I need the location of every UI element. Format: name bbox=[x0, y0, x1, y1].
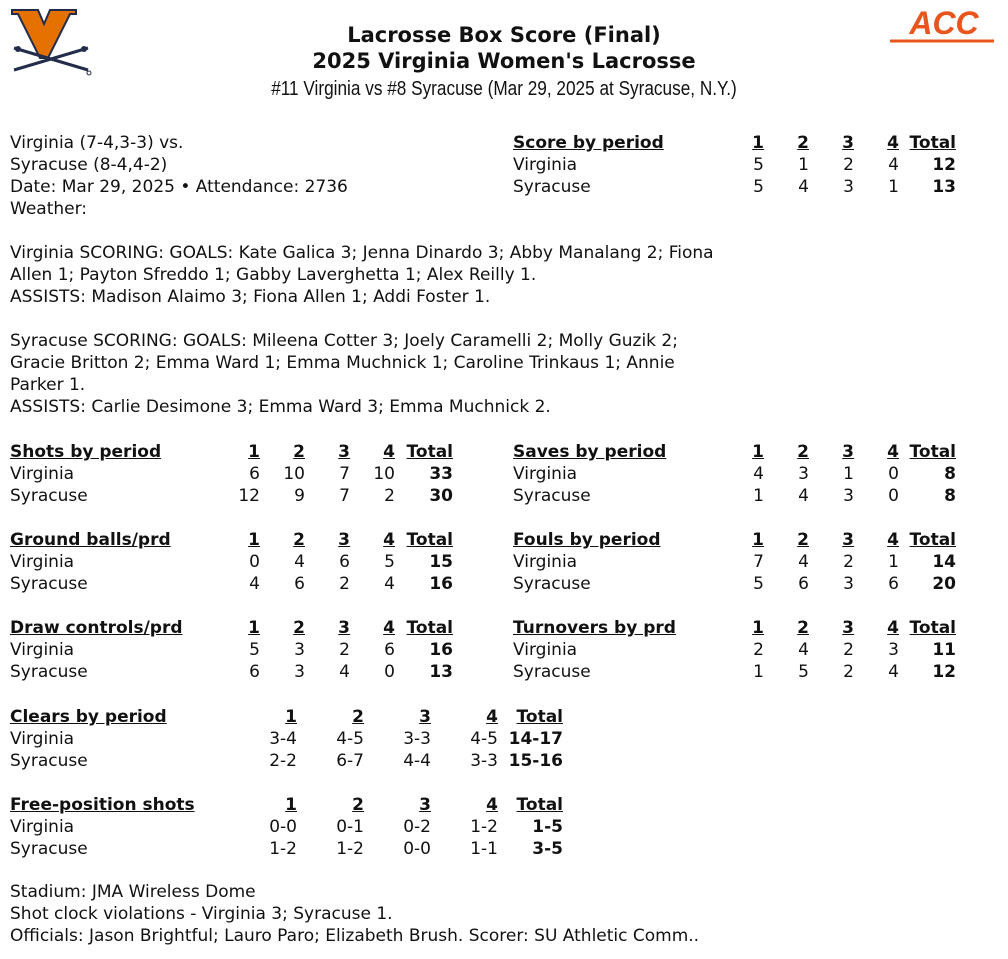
team-name: Syracuse bbox=[10, 662, 88, 682]
period-value: 1 bbox=[888, 552, 899, 572]
period-value: 1-1 bbox=[470, 839, 498, 859]
table-header-row bbox=[10, 529, 453, 551]
total-value: 8 bbox=[944, 486, 956, 506]
table-row bbox=[10, 485, 453, 507]
total-value: 13 bbox=[932, 177, 956, 197]
table-row bbox=[10, 728, 563, 750]
team-name: Virginia bbox=[513, 552, 578, 572]
period-value: 2 bbox=[339, 640, 350, 660]
table-header-row bbox=[10, 794, 563, 816]
table-row bbox=[513, 176, 956, 198]
team1-record: Virginia (7-4,3-3) vs. bbox=[10, 133, 184, 153]
table-header-row bbox=[513, 441, 956, 463]
syracuse-scoring-line3: Parker 1. bbox=[10, 375, 86, 395]
period-value: 3 bbox=[888, 640, 899, 660]
team-name: Syracuse bbox=[10, 486, 88, 506]
period-value: 3 bbox=[798, 464, 809, 484]
period-header: 1 bbox=[248, 442, 260, 462]
total-value: 30 bbox=[429, 486, 453, 506]
period-header: 3 bbox=[842, 530, 854, 550]
period-value: 1 bbox=[753, 662, 764, 682]
period-header: Total bbox=[406, 442, 453, 462]
syracuse-scoring-line1: Syracuse SCORING: GOALS: Mileena Cotter 3; Joely Caramelli 2; Molly Guzik 2; bbox=[10, 331, 678, 351]
table-header-row bbox=[10, 441, 453, 463]
team-name: Syracuse bbox=[513, 574, 591, 594]
table-row bbox=[513, 463, 956, 485]
period-value: 4 bbox=[888, 155, 899, 175]
period-header: 1 bbox=[752, 618, 764, 638]
period-header: 4 bbox=[887, 133, 899, 153]
team-name: Virginia bbox=[10, 552, 75, 572]
team-name: Virginia bbox=[10, 640, 75, 660]
period-header: 1 bbox=[285, 707, 297, 727]
turnovers-table bbox=[513, 617, 956, 683]
period-value: 3 bbox=[843, 486, 854, 506]
period-header: 2 bbox=[293, 530, 305, 550]
period-header: 1 bbox=[285, 795, 297, 815]
table-row bbox=[10, 750, 563, 772]
total-value: 12 bbox=[932, 155, 956, 175]
period-header: 3 bbox=[842, 618, 854, 638]
table-row bbox=[10, 573, 453, 595]
table-row bbox=[513, 485, 956, 507]
period-value: 3-4 bbox=[269, 729, 297, 749]
period-value: 2 bbox=[843, 552, 854, 572]
period-header: 2 bbox=[352, 795, 364, 815]
period-value: 2-2 bbox=[269, 751, 297, 771]
period-value: 3 bbox=[843, 177, 854, 197]
period-header: 4 bbox=[887, 442, 899, 462]
virginia-scoring-line2: Allen 1; Payton Sfreddo 1; Gabby Laverghetta 1; Alex Reilly 1. bbox=[10, 265, 537, 285]
table-row bbox=[10, 661, 453, 683]
table-row bbox=[10, 639, 453, 661]
period-value: 5 bbox=[384, 552, 395, 572]
period-value: 4 bbox=[798, 486, 809, 506]
officials: Officials: Jason Brightful; Lauro Paro; Elizabeth Brush. Scorer: SU Athletic Comm.. bbox=[10, 926, 700, 946]
period-value: 4-5 bbox=[336, 729, 364, 749]
period-header: 4 bbox=[486, 707, 498, 727]
period-header: Total bbox=[406, 618, 453, 638]
team-name: Syracuse bbox=[10, 574, 88, 594]
saves-table bbox=[513, 441, 956, 507]
period-value: 10 bbox=[283, 464, 305, 484]
period-header: 2 bbox=[797, 133, 809, 153]
table-title: Ground balls/prd bbox=[10, 530, 171, 550]
period-header: Total bbox=[909, 133, 956, 153]
period-value: 5 bbox=[753, 177, 764, 197]
period-value: 4 bbox=[384, 574, 395, 594]
period-value: 3 bbox=[294, 662, 305, 682]
period-value: 0 bbox=[888, 486, 899, 506]
team-name: Virginia bbox=[513, 155, 578, 175]
total-value: 14-17 bbox=[508, 729, 563, 749]
matchup-line: #11 Virginia vs #8 Syracuse (Mar 29, 2025 at Syracuse, N.Y.) bbox=[271, 78, 737, 100]
period-header: Total bbox=[516, 795, 563, 815]
team-name: Syracuse bbox=[10, 751, 88, 771]
total-value: 15-16 bbox=[508, 751, 563, 771]
period-header: 3 bbox=[338, 442, 350, 462]
period-value: 5 bbox=[753, 574, 764, 594]
period-value: 9 bbox=[294, 486, 305, 506]
period-value: 6 bbox=[384, 640, 395, 660]
period-value: 2 bbox=[384, 486, 395, 506]
period-header: 2 bbox=[797, 530, 809, 550]
team-name: Syracuse bbox=[513, 486, 591, 506]
period-value: 3-3 bbox=[403, 729, 431, 749]
acc-logo-text: ACC bbox=[909, 5, 979, 41]
period-value: 6-7 bbox=[336, 751, 364, 771]
period-value: 2 bbox=[753, 640, 764, 660]
table-row bbox=[513, 661, 956, 683]
period-header: 4 bbox=[887, 530, 899, 550]
period-header: Total bbox=[909, 530, 956, 550]
table-header-row bbox=[10, 706, 563, 728]
table-title: Saves by period bbox=[513, 442, 667, 462]
period-value: 7 bbox=[339, 486, 350, 506]
table-row bbox=[10, 463, 453, 485]
period-header: 3 bbox=[419, 795, 431, 815]
period-value: 5 bbox=[798, 662, 809, 682]
fouls-table bbox=[513, 529, 956, 595]
total-value: 11 bbox=[932, 640, 956, 660]
period-value: 6 bbox=[798, 574, 809, 594]
period-header: 2 bbox=[293, 442, 305, 462]
table-title: Clears by period bbox=[10, 707, 167, 727]
period-header: 2 bbox=[797, 618, 809, 638]
table-row bbox=[10, 551, 453, 573]
total-value: 8 bbox=[944, 464, 956, 484]
period-value: 0 bbox=[249, 552, 260, 572]
table-header-row bbox=[513, 617, 956, 639]
free-position-table bbox=[10, 794, 563, 860]
period-value: 4 bbox=[798, 552, 809, 572]
team-name: Syracuse bbox=[513, 177, 591, 197]
weather: Weather: bbox=[10, 199, 88, 219]
table-title: Score by period bbox=[513, 133, 664, 153]
total-value: 15 bbox=[429, 552, 453, 572]
period-value: 0 bbox=[888, 464, 899, 484]
draw-controls-table bbox=[10, 617, 453, 683]
score-table bbox=[513, 132, 956, 198]
period-header: 4 bbox=[383, 618, 395, 638]
period-value: 4 bbox=[339, 662, 350, 682]
report-title: Lacrosse Box Score (Final) bbox=[347, 23, 661, 47]
period-value: 3 bbox=[294, 640, 305, 660]
period-header: 3 bbox=[338, 618, 350, 638]
period-value: 2 bbox=[339, 574, 350, 594]
period-value: 6 bbox=[339, 552, 350, 572]
period-value: 0-0 bbox=[403, 839, 431, 859]
table-header-row bbox=[10, 617, 453, 639]
total-value: 14 bbox=[932, 552, 956, 572]
period-value: 6 bbox=[294, 574, 305, 594]
total-value: 3-5 bbox=[532, 839, 563, 859]
period-value: 4 bbox=[249, 574, 260, 594]
period-value: 5 bbox=[249, 640, 260, 660]
ground-balls-table bbox=[10, 529, 453, 595]
period-header: 3 bbox=[842, 442, 854, 462]
period-value: 1 bbox=[753, 486, 764, 506]
table-title: Turnovers by prd bbox=[513, 618, 676, 638]
period-header: Total bbox=[909, 618, 956, 638]
total-value: 20 bbox=[932, 574, 956, 594]
clears-table bbox=[10, 706, 563, 772]
team-name: Virginia bbox=[10, 729, 75, 749]
period-value: 3-3 bbox=[470, 751, 498, 771]
total-value: 12 bbox=[932, 662, 956, 682]
period-value: 0-1 bbox=[336, 817, 364, 837]
shot-clock-violations: Shot clock violations - Virginia 3; Syracuse 1. bbox=[10, 904, 393, 924]
period-header: 3 bbox=[338, 530, 350, 550]
period-value: 10 bbox=[373, 464, 395, 484]
total-value: 33 bbox=[429, 464, 453, 484]
period-value: 7 bbox=[753, 552, 764, 572]
team-name: Virginia bbox=[10, 817, 75, 837]
period-header: 4 bbox=[383, 442, 395, 462]
team-name: Virginia bbox=[10, 464, 75, 484]
period-header: Total bbox=[516, 707, 563, 727]
period-value: 6 bbox=[888, 574, 899, 594]
period-value: 2 bbox=[843, 640, 854, 660]
total-value: 1-5 bbox=[532, 817, 563, 837]
team-name: Syracuse bbox=[513, 662, 591, 682]
table-title: Fouls by period bbox=[513, 530, 661, 550]
period-header: 1 bbox=[752, 530, 764, 550]
period-header: 1 bbox=[248, 530, 260, 550]
period-header: Total bbox=[909, 442, 956, 462]
period-header: 2 bbox=[293, 618, 305, 638]
table-header-row bbox=[513, 132, 956, 154]
table-row bbox=[10, 838, 563, 860]
period-value: 1-2 bbox=[470, 817, 498, 837]
period-value: 4 bbox=[294, 552, 305, 572]
period-value: 1-2 bbox=[336, 839, 364, 859]
period-value: 7 bbox=[339, 464, 350, 484]
period-value: 1-2 bbox=[269, 839, 297, 859]
table-header-row bbox=[513, 529, 956, 551]
period-value: 12 bbox=[238, 486, 260, 506]
period-value: 0-0 bbox=[269, 817, 297, 837]
period-header: 1 bbox=[752, 133, 764, 153]
period-value: 6 bbox=[249, 464, 260, 484]
table-title: Shots by period bbox=[10, 442, 162, 462]
period-header: 4 bbox=[383, 530, 395, 550]
period-header: 4 bbox=[887, 618, 899, 638]
stadium: Stadium: JMA Wireless Dome bbox=[10, 882, 256, 902]
virginia-assists: ASSISTS: Madison Alaimo 3; Fiona Allen 1; Addi Foster 1. bbox=[10, 287, 491, 307]
period-value: 4 bbox=[888, 662, 899, 682]
syracuse-assists: ASSISTS: Carlie Desimone 3; Emma Ward 3; Emma Muchnick 2. bbox=[10, 397, 551, 417]
period-value: 2 bbox=[843, 662, 854, 682]
period-value: 4 bbox=[798, 640, 809, 660]
team2-record: Syracuse (8-4,4-2) bbox=[10, 155, 168, 175]
period-value: 0 bbox=[384, 662, 395, 682]
period-value: 3 bbox=[843, 574, 854, 594]
table-title: Free-position shots bbox=[10, 795, 195, 815]
table-row bbox=[513, 154, 956, 176]
period-value: 5 bbox=[753, 155, 764, 175]
period-header: 2 bbox=[797, 442, 809, 462]
virginia-scoring-line1: Virginia SCORING: GOALS: Kate Galica 3; Jenna Dinardo 3; Abby Manalang 2; Fiona bbox=[10, 243, 714, 263]
period-header: 3 bbox=[419, 707, 431, 727]
period-header: 4 bbox=[486, 795, 498, 815]
report-subtitle: 2025 Virginia Women's Lacrosse bbox=[312, 49, 696, 73]
period-value: 6 bbox=[249, 662, 260, 682]
team-name: Virginia bbox=[513, 464, 578, 484]
period-value: 4 bbox=[798, 177, 809, 197]
period-header: 1 bbox=[248, 618, 260, 638]
total-value: 16 bbox=[429, 574, 453, 594]
total-value: 13 bbox=[429, 662, 453, 682]
period-header: 1 bbox=[752, 442, 764, 462]
total-value: 16 bbox=[429, 640, 453, 660]
table-row bbox=[513, 573, 956, 595]
period-header: 3 bbox=[842, 133, 854, 153]
shots-table bbox=[10, 441, 453, 507]
team-name: Syracuse bbox=[10, 839, 88, 859]
period-value: 1 bbox=[888, 177, 899, 197]
date-attendance: Date: Mar 29, 2025 • Attendance: 2736 bbox=[10, 177, 348, 197]
table-row bbox=[513, 639, 956, 661]
table-row bbox=[10, 816, 563, 838]
period-value: 0-2 bbox=[403, 817, 431, 837]
period-value: 2 bbox=[843, 155, 854, 175]
period-value: 4-4 bbox=[403, 751, 431, 771]
period-value: 4-5 bbox=[470, 729, 498, 749]
team-name: Virginia bbox=[513, 640, 578, 660]
syracuse-scoring-line2: Gracie Britton 2; Emma Ward 1; Emma Muchnick 1; Caroline Trinkaus 1; Annie bbox=[10, 353, 675, 373]
period-value: 4 bbox=[753, 464, 764, 484]
table-row bbox=[513, 551, 956, 573]
period-value: 1 bbox=[843, 464, 854, 484]
period-header: 2 bbox=[352, 707, 364, 727]
period-value: 1 bbox=[798, 155, 809, 175]
period-header: Total bbox=[406, 530, 453, 550]
table-title: Draw controls/prd bbox=[10, 618, 183, 638]
